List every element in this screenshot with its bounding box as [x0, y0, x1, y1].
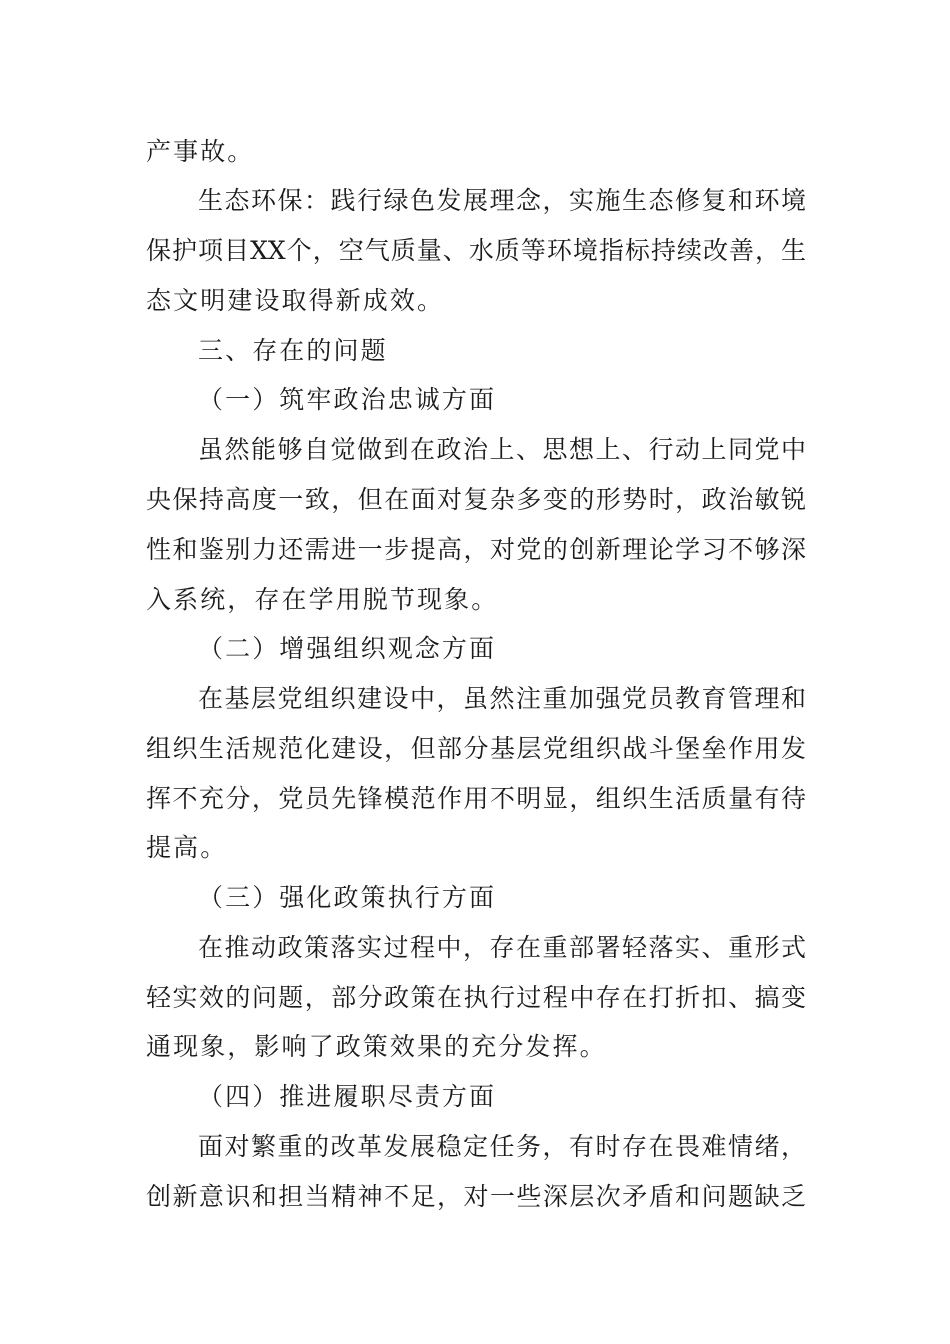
- subsection-heading: （二）增强组织观念方面: [198, 634, 497, 663]
- paragraph-line: 在基层党组织建设中，虽然注重加强党员教育管理和: [198, 684, 806, 713]
- paragraph-line: 态文明建设取得新成效。: [146, 286, 445, 315]
- paragraph-line: 生态环保：践行绿色发展理念，实施生态修复和环境: [198, 186, 806, 215]
- paragraph-line: 央保持高度一致，但在面对复杂多变的形势时，政治敏锐: [146, 485, 806, 514]
- paragraph-line: 产事故。: [146, 137, 255, 166]
- section-heading: 三、存在的问题: [198, 336, 388, 365]
- paragraph-line: 面对繁重的改革发展稳定任务，有时存在畏难情绪，: [198, 1132, 806, 1161]
- paragraph-line: 提高。: [146, 833, 228, 862]
- paragraph-line: 性和鉴别力还需进一步提高，对党的创新理论学习不够深: [146, 535, 806, 564]
- subsection-heading: （三）强化政策执行方面: [198, 883, 497, 912]
- paragraph-line: 保护项目XX个，空气质量、水质等环境指标持续改善，生: [146, 236, 806, 265]
- paragraph-line: 在推动政策落实过程中，存在重部署轻落实、重形式: [198, 933, 806, 962]
- paragraph-line: 组织生活规范化建设，但部分基层党组织战斗堡垒作用发: [146, 734, 806, 763]
- subsection-heading: （一）筑牢政治忠诚方面: [198, 385, 497, 414]
- paragraph-line: 挥不充分，党员先锋模范作用不明显，组织生活质量有待: [146, 784, 806, 813]
- subsection-heading: （四）推进履职尽责方面: [198, 1082, 497, 1111]
- paragraph-line: 虽然能够自觉做到在政治上、思想上、行动上同党中: [198, 435, 806, 464]
- paragraph-line: 入系统，存在学用脱节现象。: [146, 585, 499, 614]
- paragraph-line: 通现象，影响了政策效果的充分发挥。: [146, 1032, 607, 1061]
- paragraph-line: 轻实效的问题，部分政策在执行过程中存在打折扣、搞变: [146, 983, 806, 1012]
- paragraph-line: 创新意识和担当精神不足，对一些深层次矛盾和问题缺乏: [146, 1182, 806, 1211]
